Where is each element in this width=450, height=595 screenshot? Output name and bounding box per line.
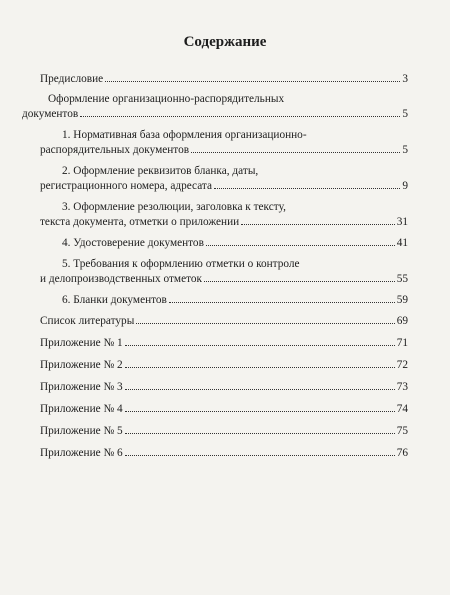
toc-line <box>40 200 408 215</box>
toc-entry-appendix-3[interactable] <box>40 380 408 395</box>
toc-line <box>40 402 408 417</box>
toc-line <box>40 92 408 107</box>
leader-dots <box>125 411 395 412</box>
toc-entry-label: Приложение № 6 <box>40 447 123 459</box>
toc-entry-label-continued: текста документа, отметки о приложении <box>40 216 240 228</box>
leader-dots <box>125 389 395 390</box>
toc-entry-label: Список литературы <box>40 315 135 327</box>
toc-entry-label: 3. Оформление резолюции, заголовка к тексту, <box>62 201 286 213</box>
toc-line <box>40 236 408 251</box>
leader-dots <box>191 152 400 153</box>
page-title: Содержание <box>183 34 267 50</box>
toc-entry-section[interactable] <box>22 92 408 122</box>
toc-entry-label: Приложение № 1 <box>40 337 123 349</box>
toc-entry-chapter-3[interactable] <box>40 200 408 230</box>
toc-entry-chapter-6[interactable] <box>40 293 408 308</box>
leader-dots <box>136 323 394 324</box>
toc-page-number: 5 <box>402 108 408 120</box>
toc-entry-appendix-4[interactable] <box>40 402 408 417</box>
toc-line <box>40 314 408 329</box>
leader-dots <box>125 345 395 346</box>
toc-entry-label: Приложение № 2 <box>40 359 123 371</box>
toc-entry-appendix-6[interactable] <box>40 446 408 461</box>
leader-dots <box>80 116 400 117</box>
leader-dots <box>125 367 395 368</box>
toc-page-number: 69 <box>396 315 408 327</box>
toc-entry-label: Предисловие <box>40 73 104 85</box>
toc-page-number: 76 <box>396 447 408 459</box>
toc-entry-label: 2. Оформление реквизитов бланка, даты, <box>62 165 259 177</box>
toc-page-number: 9 <box>402 180 408 192</box>
toc-page-number: 72 <box>396 359 408 371</box>
toc-entry-label: 4. Удостоверение документов <box>62 237 204 249</box>
toc-page-number: 75 <box>396 425 408 437</box>
toc-page-number: 5 <box>402 144 408 156</box>
toc-line <box>40 72 408 87</box>
toc-entry-appendix-1[interactable] <box>40 336 408 351</box>
toc-entry-chapter-1[interactable] <box>40 128 408 158</box>
toc-entry-chapter-2[interactable] <box>40 164 408 194</box>
toc-entry-bibliography[interactable] <box>40 314 408 329</box>
toc-line <box>40 272 408 287</box>
toc-page-number: 41 <box>396 237 408 249</box>
toc-line <box>40 293 408 308</box>
toc-page-number: 74 <box>396 403 408 415</box>
leader-dots <box>169 302 395 303</box>
toc-line <box>40 179 408 194</box>
toc-entry-label: Приложение № 3 <box>40 381 123 393</box>
leader-dots <box>204 281 395 282</box>
toc-entry-label: 6. Бланки документов <box>62 294 167 306</box>
toc-line <box>40 380 408 395</box>
toc-line <box>40 336 408 351</box>
toc-entry-label: Оформление организационно-распорядительных <box>48 93 285 105</box>
toc-entry-preface[interactable] <box>40 72 408 87</box>
toc-line <box>22 107 408 122</box>
toc-page-number: 3 <box>402 73 408 85</box>
toc-entry-label: 5. Требования к оформлению отметки о контроле <box>62 258 300 270</box>
toc-line <box>40 128 408 143</box>
toc-entry-chapter-4[interactable] <box>40 236 408 251</box>
toc-entry-label: Приложение № 5 <box>40 425 123 437</box>
toc-line <box>40 143 408 158</box>
toc-line <box>40 446 408 461</box>
toc-line <box>40 424 408 439</box>
toc-page-number: 59 <box>396 294 408 306</box>
toc-entry-appendix-5[interactable] <box>40 424 408 439</box>
table-of-contents <box>22 72 408 461</box>
leader-dots <box>241 224 395 225</box>
toc-entry-label-continued: документов <box>22 108 79 120</box>
toc-page-number: 31 <box>396 216 408 228</box>
leader-dots <box>125 433 395 434</box>
toc-line <box>40 358 408 373</box>
toc-entry-label-continued: и делопроизводственных отметок <box>40 273 203 285</box>
leader-dots <box>125 455 395 456</box>
leader-dots <box>206 245 395 246</box>
leader-dots <box>214 188 400 189</box>
toc-entry-chapter-5[interactable] <box>40 257 408 287</box>
toc-entry-label: 1. Нормативная база оформления организационно- <box>62 129 307 141</box>
toc-line <box>40 164 408 179</box>
toc-entry-label-continued: распорядительных документов <box>40 144 190 156</box>
toc-page-number: 73 <box>396 381 408 393</box>
toc-line <box>40 215 408 230</box>
leader-dots <box>105 81 400 82</box>
toc-entry-label-continued: регистрационного номера, адресата <box>40 180 213 192</box>
toc-entry-label: Приложение № 4 <box>40 403 123 415</box>
toc-page-number: 71 <box>396 337 408 349</box>
toc-entry-appendix-2[interactable] <box>40 358 408 373</box>
toc-page-number: 55 <box>396 273 408 285</box>
toc-line <box>40 257 408 272</box>
